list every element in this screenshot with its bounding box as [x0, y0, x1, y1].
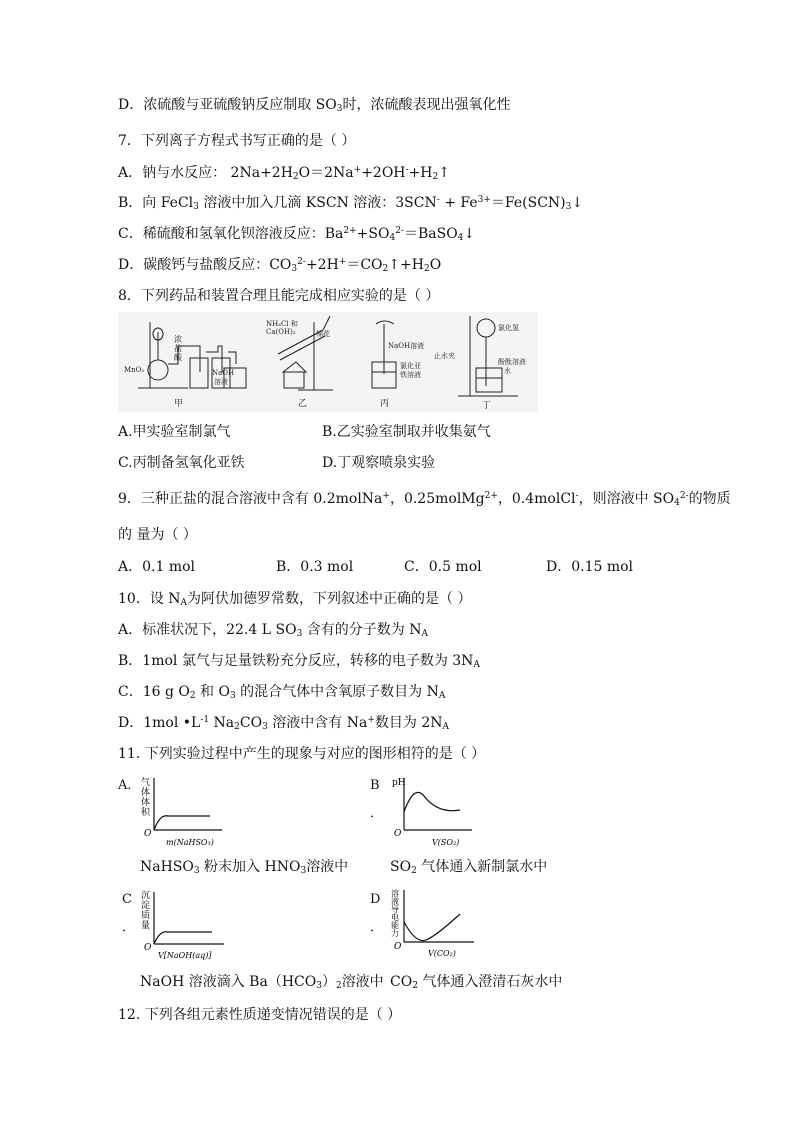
q9-option-a: A．0.1 mol: [118, 559, 196, 575]
label-ding: 丁: [482, 401, 492, 411]
q9-stem: 9．三种正盐的混合溶液中含有 0.2molNa+，0.25molMg$^{2+}$，0.4molCl-，则溶液中 $SO_4^{2-}$的物质: [118, 491, 731, 508]
graph-d-ylabel-5: 能: [391, 921, 399, 930]
graph-a-origin: O: [144, 829, 152, 839]
clamp-label: 止水夹: [434, 352, 455, 360]
graph-a-mark: A．: [118, 778, 141, 793]
q11-stem: 11. 下列实验过程中产生的现象与对应的图形相符的是（ ）: [118, 746, 486, 762]
graph-a-ylabel-4: 积: [141, 808, 151, 818]
q7-option-d: D．碳酸钙与盐酸反应：$CO_3^{2-}+2H^+=CO_2↑+H_2O$: [118, 257, 442, 274]
graph-b: [388, 774, 480, 848]
label-jia: 甲: [174, 399, 184, 409]
label-bing: 丙: [380, 399, 390, 409]
graph-a-ylabel-1: 气: [141, 778, 151, 788]
q12-stem: 12. 下列各组元素性质递变情况错误的是（ ）: [118, 1007, 402, 1023]
mno2-label: MnO₂: [124, 366, 145, 374]
q9-option-b: B．0.3 mol: [276, 559, 354, 575]
graph-b-caption: $SO_2$ 气体通入新制氯水中: [390, 859, 548, 876]
graph-b-xlabel: V(SO₂): [432, 838, 460, 847]
graph-a-ylabel-2: 体: [141, 788, 151, 798]
caoh-label: Ca(OH)₂: [266, 328, 296, 336]
q10-option-d: D．1mol $•L^{-1}$ $Na_2CO_3$ 溶液中含有 Na+数目为 $2N_A$: [118, 715, 449, 732]
graph-d: [388, 886, 484, 960]
q7-stem: 7．下列离子方程式书写正确的是（ ）: [118, 133, 356, 149]
naoh-label-2: 溶液: [214, 378, 228, 386]
graph-c-ylabel-4: 量: [141, 921, 151, 931]
graph-d-ylabel-4: 电: [391, 913, 399, 922]
conc-label-2: 盐: [174, 344, 182, 353]
apparatus-diagram: [118, 312, 538, 412]
q10-option-c: C．16 g $O_2$ 和 $O_3$ 的混合气体中含氧原子数目为 $N_A$: [118, 684, 446, 701]
graph-c-ylabel-3: 质: [141, 911, 151, 921]
graph-b-origin: O: [394, 829, 402, 839]
q9-option-c: C．0.5 mol: [404, 559, 482, 575]
q10-stem: 10．设 $N_A$为阿伏加德罗常数，下列叙述中正确的是（ ）: [118, 591, 472, 608]
graph-a-caption: NaHSO$_3$ 粉末加入 $HNO_3$溶液中: [140, 859, 349, 876]
graph-c: [138, 886, 238, 960]
graph-c-ylabel-1: 沉: [141, 891, 151, 901]
graph-d-ylabel-1: 溶: [391, 889, 399, 898]
q10-option-b: B．1mol 氯气与足量铁粉充分反应，转移的电子数为 $3N_A$: [118, 653, 480, 670]
phen-label-2: 水: [504, 367, 511, 375]
mianhua-label: 棉花: [316, 330, 330, 338]
graph-d-ylabel-2: 液: [391, 897, 399, 906]
graph-a-xlabel: m(NaHSO₃): [166, 838, 214, 847]
graph-d-xlabel: V(CO₂): [428, 949, 456, 958]
naoh-sol-label: NaOH溶液: [388, 342, 425, 350]
hcl-label: 氯化氢: [498, 324, 519, 332]
graph-d-origin: O: [394, 942, 402, 952]
conc-label-3: 酸: [174, 353, 182, 362]
graph-b-dot: ．: [370, 806, 384, 821]
fecl2-label-1: 氯化亚: [400, 362, 421, 370]
naoh-label-1: NaOH: [212, 369, 235, 377]
q8-option-b: B.乙实验室制取并收集氨气: [322, 424, 491, 440]
graph-a: [138, 774, 230, 848]
q9-stem-line2: 的 量为（ ）: [118, 527, 197, 543]
graph-c-xlabel: V[NaOH(aq)]: [158, 951, 212, 960]
fecl2-label-2: 铁溶液: [400, 371, 421, 379]
q10-option-a: A．标准状况下，22.4 L $SO_3$ 含有的分子数为 $N_A$: [118, 622, 428, 639]
graph-b-ylabel: pH: [392, 778, 406, 788]
q8-stem: 8．下列药品和装置合理且能完成相应实验的是（ ）: [118, 288, 440, 304]
q7-option-c: C．稀硫酸和氢氧化钡溶液反应：$Ba^{2+}+SO_4^{2-}=BaSO_4↓$: [118, 226, 476, 243]
q8-option-a: A.甲实验室制氯气: [118, 424, 231, 440]
graph-c-caption: NaOH 溶液滴入 $Ba(HCO_3)_2$溶液中: [140, 974, 384, 991]
q7-option-a: A．钠与水反应： $2Na+2H_2O=2Na^++2OH^-+H_2↑$: [118, 165, 450, 182]
q9-option-d: D．0.15 mol: [546, 559, 634, 575]
graph-d-ylabel-6: 力: [391, 929, 399, 938]
graph-a-ylabel-3: 体: [141, 798, 151, 808]
graph-b-mark: B: [370, 778, 380, 793]
graph-c-origin: O: [144, 943, 152, 953]
graph-d-mark: D: [370, 892, 381, 907]
q8-option-d: D.丁观察喷泉实验: [322, 455, 436, 471]
graph-d-caption: $CO_2$ 气体通入澄清石灰水中: [390, 974, 563, 991]
graph-c-dot: ．: [122, 920, 136, 935]
q8-apparatus-figure: [118, 312, 538, 412]
label-yi: 乙: [298, 399, 308, 409]
phen-label-1: 酚酞溶液: [498, 358, 526, 366]
graph-d-dot: ．: [370, 920, 384, 935]
graph-d-ylabel-3: 导: [391, 905, 399, 914]
graph-c-mark: C: [122, 892, 132, 907]
q8-option-c: C.丙制备氢氧化亚铁: [118, 455, 245, 471]
graph-c-ylabel-2: 淀: [141, 901, 151, 911]
q7-option-b: B．向 FeCl$_3$ 溶液中加入几滴 KSCN 溶液：$3SCN^- + Fe^{3+}=Fe(SCN)_3↓$: [118, 195, 584, 212]
conc-label-1: 浓: [174, 335, 182, 344]
nh4cl-label: NH₄Cl 和: [266, 320, 298, 328]
q6-option-d: D．浓硫酸与亚硫酸钠反应制取 $SO_3$时，浓硫酸表现出强氧化性: [118, 97, 511, 114]
